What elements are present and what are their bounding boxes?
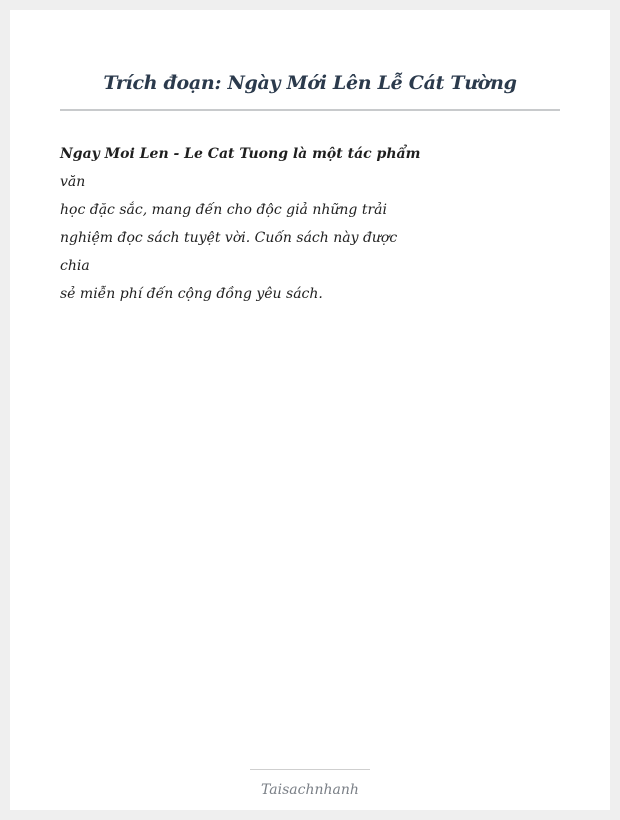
excerpt-line: Ngay Moi Len - Le Cat Tuong là một tác phẩm	[60, 146, 421, 162]
excerpt-paragraph	[60, 140, 421, 308]
document-page	[10, 10, 610, 810]
excerpt-line: chia	[60, 258, 90, 274]
title-divider	[60, 109, 560, 111]
footer-divider	[250, 769, 370, 770]
excerpt-line: sẻ miễn phí đến cộng đồng yêu sách.	[60, 286, 323, 302]
page-title: Trích đoạn: Ngày Mới Lên Lễ Cát Tường	[103, 72, 517, 94]
excerpt-line: học đặc sắc, mang đến cho độc giả những trải	[60, 202, 387, 218]
excerpt-line: văn	[60, 174, 86, 190]
excerpt-line: nghiệm đọc sách tuyệt vời. Cuốn sách này được	[60, 230, 398, 246]
footer-brand: Taisachnhanh	[261, 782, 359, 798]
